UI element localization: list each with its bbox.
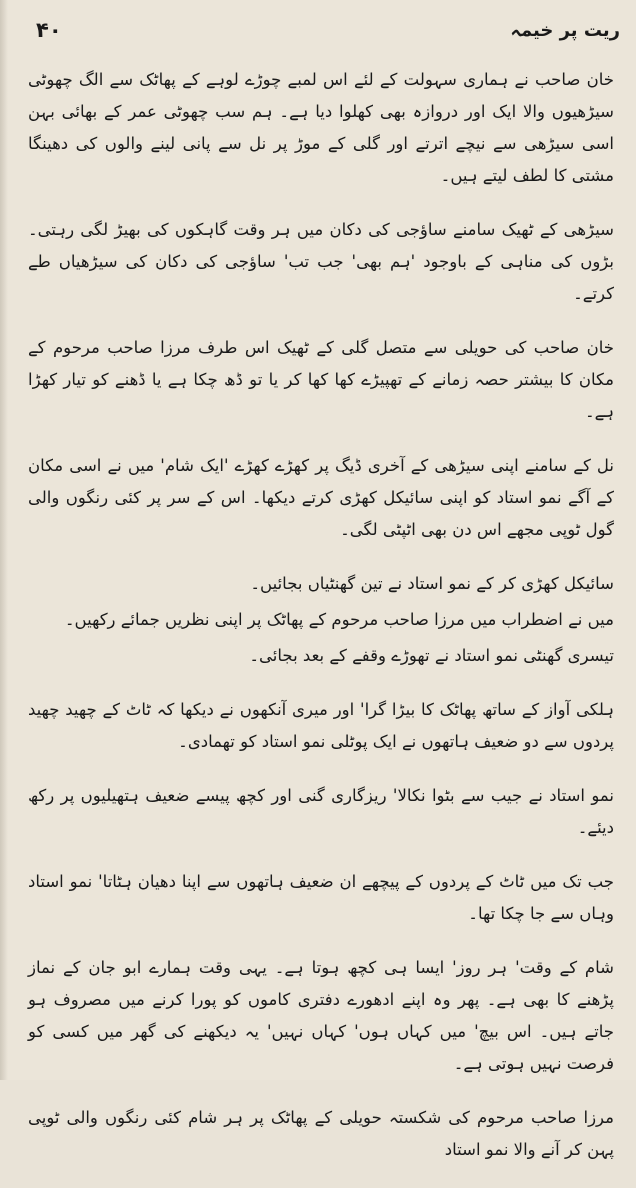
paragraph: خان صاحب نے ہماری سہولت کے لئے اس لمبے چوڑے لوہے کے پھاٹک سے الگ چھوٹی سیڑھیوں والا ایک اور دروازہ بھی کھلوا دیا ہے۔ ہم سب چھوٹی عمر کے بھائی بہن اسی سیڑھی سے نیچے اترتے اور گلی کے موڑ پر نل سے پانی لینے والوں کی دھینگا مشتی کا لطف لیتے ہیں۔ (28, 70, 614, 185)
paragraph: سیڑھی کے ٹھیک سامنے ساؤجی کی دکان میں ہر وقت گاہکوں کی بھیڑ لگی رہتی۔ بڑوں کی مناہی کے باوجود 'ہم بھی' جب تب' ساؤجی کی دکان کی سیڑھیاں طے کرتے۔ (28, 220, 614, 303)
page-number: ۴۰ (36, 18, 62, 42)
paragraph: خان صاحب کی حویلی سے متصل گلی کے ٹھیک اس طرف مرزا صاحب مرحوم کے مکان کا بیشتر حصہ زمانے کے تھپیڑے کھا کھا کر یا تو ڈھ چکا ہے یا ڈھنے کو تیار کھڑا ہے۔ (28, 338, 614, 421)
running-title: ریت پر خیمہ (510, 20, 620, 41)
paragraph: سائیکل کھڑی کر کے نمو استاد نے تین گھنٹیاں بجائیں۔ (250, 574, 614, 593)
paragraph: میں نے اضطراب میں مرزا صاحب مرحوم کے پھاٹک پر اپنی نظریں جمائے رکھیں۔ (64, 610, 614, 629)
paragraph: شام کے وقت' ہر روز' ایسا ہی کچھ ہوتا ہے۔ یہی وقت ہمارے ابو جان کے نماز پڑھنے کا بھی ہے۔ پھر وہ اپنے ادھورے دفتری کاموں کو پورا کرنے میں مصروف ہو جاتے ہیں۔ اس بیچ' میں کہاں ہوں' کہاں نہیں' یہ دیکھنے کی گھر میں کسی کو فرصت نہیں ہوتی ہے۔ (28, 958, 614, 1073)
paragraph: ہلکی آواز کے ساتھ پھاٹک کا بیڑا گرا' اور میری آنکھوں نے دیکھا کہ ٹاٹ کے چھید چھید پردوں سے دو ضعیف ہاتھوں نے ایک پوٹلی نمو استاد کو تھمادی۔ (28, 700, 614, 751)
paragraph: نل کے سامنے اپنی سیڑھی کے آخری ڈیگ پر کھڑے کھڑے 'ایک شام' میں نے اسی مکان کے آگے نمو استاد کو اپنی سائیکل کھڑی کرتے دیکھا۔ اس کے سر پر کئی رنگوں والی گول ٹوپی مجھے اس دن بھی اٹپٹی لگی۔ (28, 456, 614, 539)
page-header (0, 8, 636, 48)
paragraph: نمو استاد نے جیب سے بٹوا نکالا' ریزگاری گنی اور کچھ پیسے ضعیف ہتھیلیوں پر رکھ دیئے۔ (28, 786, 614, 837)
paragraph: مرزا صاحب مرحوم کی شکستہ حویلی کے پھاٹک پر ہر شام کئی رنگوں والی ٹوپی پہن کر آنے والا نمو استاد (28, 1108, 614, 1159)
page-edge-shadow (0, 0, 8, 1080)
paragraph: جب تک میں ٹاٹ کے پردوں کے پیچھے ان ضعیف ہاتھوں سے اپنا دھیان ہٹاتا' نمو استاد وہاں سے جا چکا تھا۔ (28, 872, 614, 923)
paragraph: تیسری گھنٹی نمو استاد نے تھوڑے وقفے کے بعد بجائی۔ (249, 646, 614, 665)
page-body (28, 64, 614, 1188)
